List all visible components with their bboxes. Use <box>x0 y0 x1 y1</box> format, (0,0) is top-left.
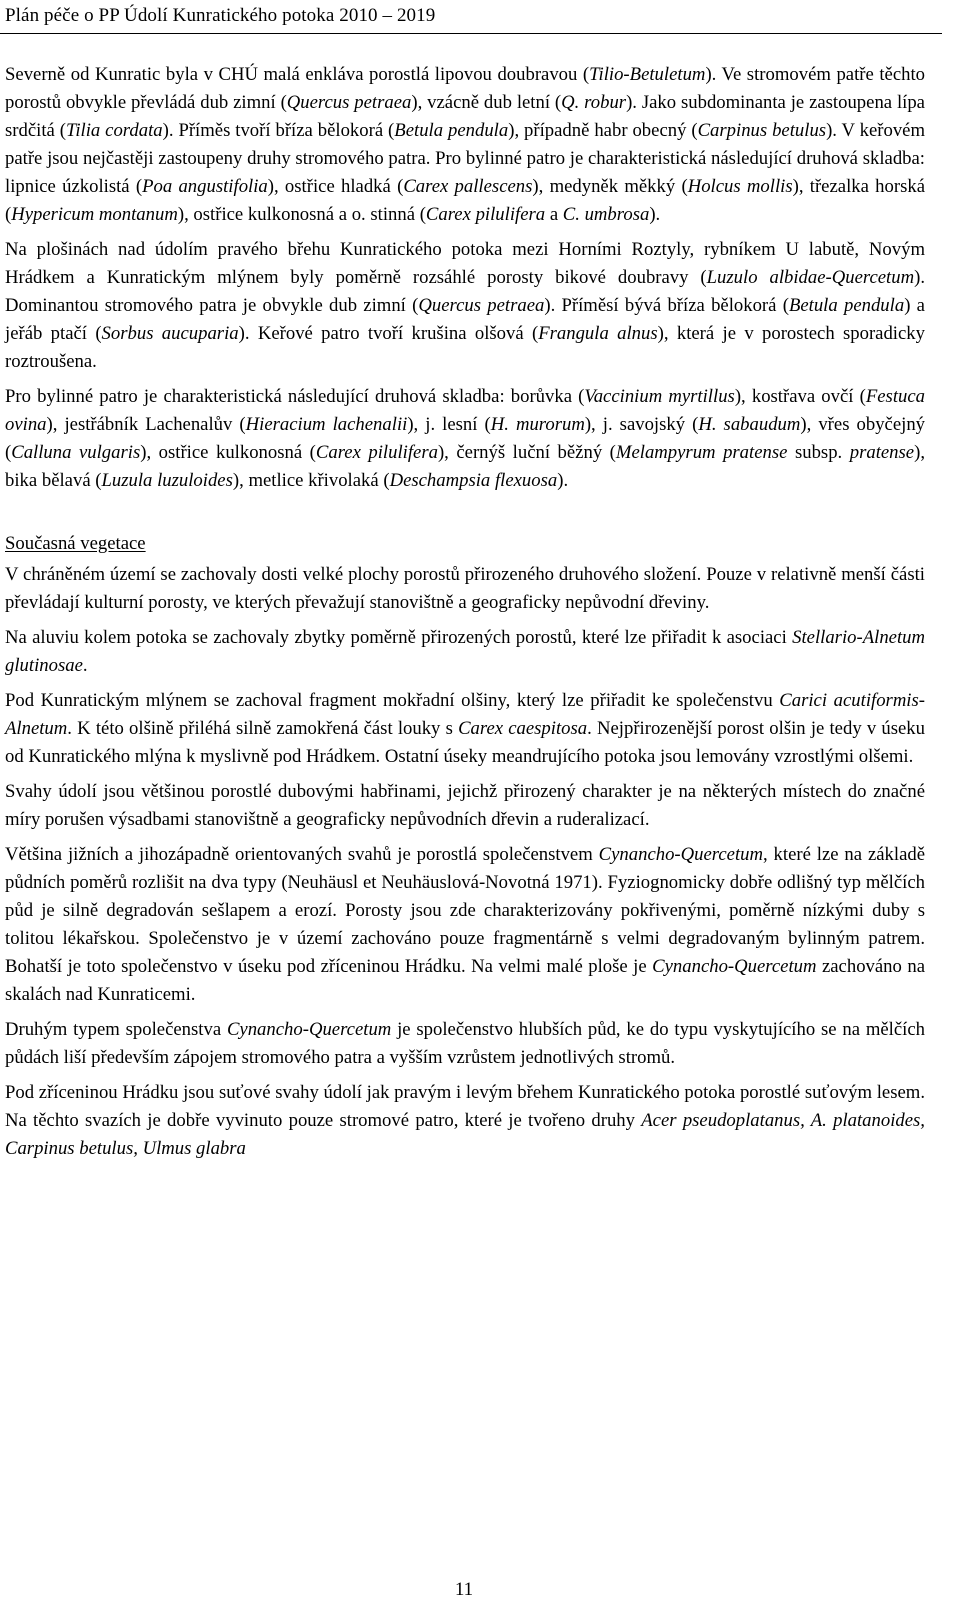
italic-text: Carex caespitosa <box>458 718 588 739</box>
text-run: ). Jako subdominanta je zastoupena lípa srdčitá ( <box>5 92 925 141</box>
italic-text: Cynancho-Quercetum <box>652 956 817 977</box>
text-run: ), metlice křivolaká ( <box>232 470 390 491</box>
italic-text: Cynancho-Quercetum <box>598 844 763 865</box>
italic-text: Carex pallescens <box>403 176 533 197</box>
text-run: Pro bylinné patro je charakteristická následující druhová skladba: borůvka ( <box>5 386 585 407</box>
section-paragraphs <box>5 561 925 1163</box>
italic-text: Deschampsia flexuosa <box>389 470 558 491</box>
paragraph <box>5 61 925 229</box>
text-run: zachováno na skalách nad Kunraticemi. <box>5 956 925 1005</box>
italic-text: Quercus petraea <box>418 295 545 316</box>
text-run: ). Ve stromovém patře těchto porostů obvykle převládá dub zimní ( <box>5 64 926 113</box>
text-run: a <box>545 204 563 225</box>
italic-text: Betula pendula <box>788 295 905 316</box>
italic-text: Carex pilulifera <box>425 204 546 225</box>
italic-text: Quercus petraea <box>286 92 412 113</box>
document-body <box>5 61 925 1170</box>
italic-text: pratense <box>849 442 915 463</box>
text-run: ), případně habr obecný ( <box>508 120 698 141</box>
text-run: Pod Kunratickým mlýnem se zachoval fragment mokřadní olšiny, který lze přiřadit ke společenstvu <box>5 690 780 711</box>
italic-text: Cynancho-Quercetum <box>226 1019 392 1040</box>
text-run: Pod zříceninou Hrádku jsou suťové svahy údolí jak pravým i levým břehem Kunratického potoka porostlé suťovým lesem. Na těchto svazích je dobře vyvinuto pouze stromové patro, které je tvořeno druhy <box>5 1082 925 1131</box>
text-run: ), bika bělavá ( <box>5 442 925 491</box>
italic-text: Calluna vulgaris <box>11 442 141 463</box>
italic-text: H. sabaudum <box>698 414 801 435</box>
text-run: , které lze na základě půdních poměrů rozlišit na dva typy (Neuhäusl et Neuhäuslová-Novotná 1971). Fyziognomicky dobře odlišný typ mělčích půd je silně degradován sešlapem a erozí. Porosty jsou zde charakterizovány pokřivenými, poměrně nízkými duby s tolitou lékařskou. Společenstvo je v území zachováno pouze fragmentárně s velmi degradovaným bylinným patrem. Bohatší je toto společenstvo v úseku pod zříceninou Hrádku. Na velmi malé ploše je <box>5 844 926 977</box>
italic-text: Luzula luzuloides <box>101 470 233 491</box>
text-run: ), j. lesní ( <box>407 414 491 435</box>
italic-text: Luzulo albidae-Quercetum <box>706 267 915 288</box>
italic-text: Carpinus betulus <box>697 120 827 141</box>
text-run: ). Dominantou stromového patra je obvykle dub zimní ( <box>5 267 925 316</box>
italic-text: Betula pendula <box>394 120 509 141</box>
text-run: ), která je v porostech sporadicky roztroušena. <box>5 323 925 372</box>
page-number: 11 <box>454 1579 474 1600</box>
text-run: ), ostřice kulkonosná ( <box>140 442 316 463</box>
paragraph <box>5 236 925 376</box>
text-run: ), třezalka horská ( <box>5 176 925 225</box>
text-run: je společenstvo hlubších půd, ke do typu vyskytujícího se na mělčích půdách liší především zápojem stromového patra a vyšším vzrůstem jednotlivých stromů. <box>5 1019 925 1068</box>
text-run: Severně od Kunratic byla v CHÚ malá enkláva porostlá lipovou doubravou ( <box>5 64 590 85</box>
text-run: ), ostřice kulkonosná a o. stinná ( <box>177 204 426 225</box>
italic-text: H. murorum <box>490 414 585 435</box>
italic-text: Hypericum montanum <box>11 204 178 225</box>
text-run: subsp. <box>787 442 850 463</box>
italic-text: Tilia cordata <box>65 120 163 141</box>
italic-text: Hieracium lachenalii <box>245 414 408 435</box>
text-run: Druhým typem společenstva <box>5 1019 227 1040</box>
text-run: ). Keřové patro tvoří krušina olšová ( <box>238 323 539 344</box>
italic-text: Festuca ovina <box>5 386 925 435</box>
paragraph <box>5 561 925 617</box>
paragraph <box>5 624 925 680</box>
text-run: ), j. savojský ( <box>584 414 699 435</box>
text-run: ), kostřava ovčí ( <box>734 386 866 407</box>
italic-text: Melampyrum pratense <box>615 442 788 463</box>
text-run: Na aluviu kolem potoka se zachovaly zbytky poměrně přirozených porostů, které lze přiřadit k asociaci <box>5 627 793 648</box>
text-run: ). Příměsí bývá bříza bělokorá ( <box>544 295 789 316</box>
italic-text: Vaccinium myrtillus <box>584 386 735 407</box>
text-run: ). <box>649 204 661 225</box>
text-run: ). Příměs tvoří bříza bělokorá ( <box>162 120 395 141</box>
text-run: ), vzácně dub letní ( <box>411 92 562 113</box>
italic-text: Carici acutiformis-Alnetum <box>5 690 925 739</box>
section-heading: Současná vegetace <box>5 533 146 554</box>
text-run: Na plošinách nad údolím pravého břehu Kunratického potoka mezi Horními Roztyly, rybníkem U labutě, Novým Hrádkem a Kunratickým mlýnem byly poměrně rozsáhlé porosty bikové doubravy ( <box>5 239 925 288</box>
italic-text: Sorbus aucuparia <box>101 323 239 344</box>
paragraph <box>5 383 925 495</box>
italic-text: Stellario-Alnetum glutinosae <box>5 627 925 676</box>
italic-text: Acer pseudoplatanus, A. platanoides, Carpinus betulus, Ulmus glabra <box>5 1110 925 1159</box>
text-run: ), černýš luční běžný ( <box>437 442 616 463</box>
italic-text: Frangula alnus <box>538 323 658 344</box>
page-header: Plán péče o PP Údolí Kunratického potoka 2010 – 2019 <box>5 5 436 26</box>
italic-text: Q. robur <box>561 92 627 113</box>
italic-text: C. umbrosa <box>562 204 650 225</box>
italic-text: Poa angustifolia <box>142 176 268 197</box>
text-run: V chráněném území se zachovaly dosti velké plochy porostů přirozeného druhového složení. Pouze v relativně menší části převládají kulturní porosty, ve kterých převažují stanovištně a geograficky nepůvodní dřeviny. <box>5 564 925 613</box>
italic-text: Tilio-Betuletum <box>589 64 706 85</box>
header-divider <box>0 33 942 34</box>
text-run: . Nejpřirozenější porost olšin je tedy v úseku od Kunratického mlýna k myslivně pod Hrádkem. Ostatní úseky meandrujícího potoka jsou lemovány vzrostlými olšemi. <box>5 718 925 767</box>
paragraph <box>5 1016 925 1072</box>
italic-text: Carex pilulifera <box>315 442 438 463</box>
text-run: ). <box>557 470 569 491</box>
text-run: . <box>82 655 88 676</box>
text-run: ). V keřovém patře jsou nejčastěji zastoupeny druhy stromového patra. Pro bylinné patro je charakteristická následující druhová skladba: lipnice úzkolistá ( <box>5 120 925 197</box>
text-run: ), jestřábník Lachenalův ( <box>46 414 246 435</box>
text-run: ), vřes obyčejný ( <box>5 414 926 463</box>
text-run: . K této olšině přiléhá silně zamokřená část louky s <box>67 718 459 739</box>
text-run: Většina jižních a jihozápadně orientovaných svahů je porostlá společenstvem <box>5 844 599 865</box>
text-run: ), ostřice hladká ( <box>267 176 404 197</box>
paragraph <box>5 841 925 1009</box>
text-run: ) a jeřáb ptačí ( <box>5 295 925 344</box>
text-run: ), medyněk měkký ( <box>532 176 688 197</box>
text-run: Svahy údolí jsou většinou porostlé dubovými habřinami, jejichž přirozený charakter je na některých místech do značné míry porušen výsadbami stanovištně a geograficky nepůvodních dřevin a ruderalizací. <box>5 781 925 830</box>
intro-paragraphs <box>5 61 925 495</box>
paragraph <box>5 1079 925 1163</box>
paragraph <box>5 778 925 834</box>
paragraph <box>5 687 925 771</box>
italic-text: Holcus mollis <box>687 176 793 197</box>
